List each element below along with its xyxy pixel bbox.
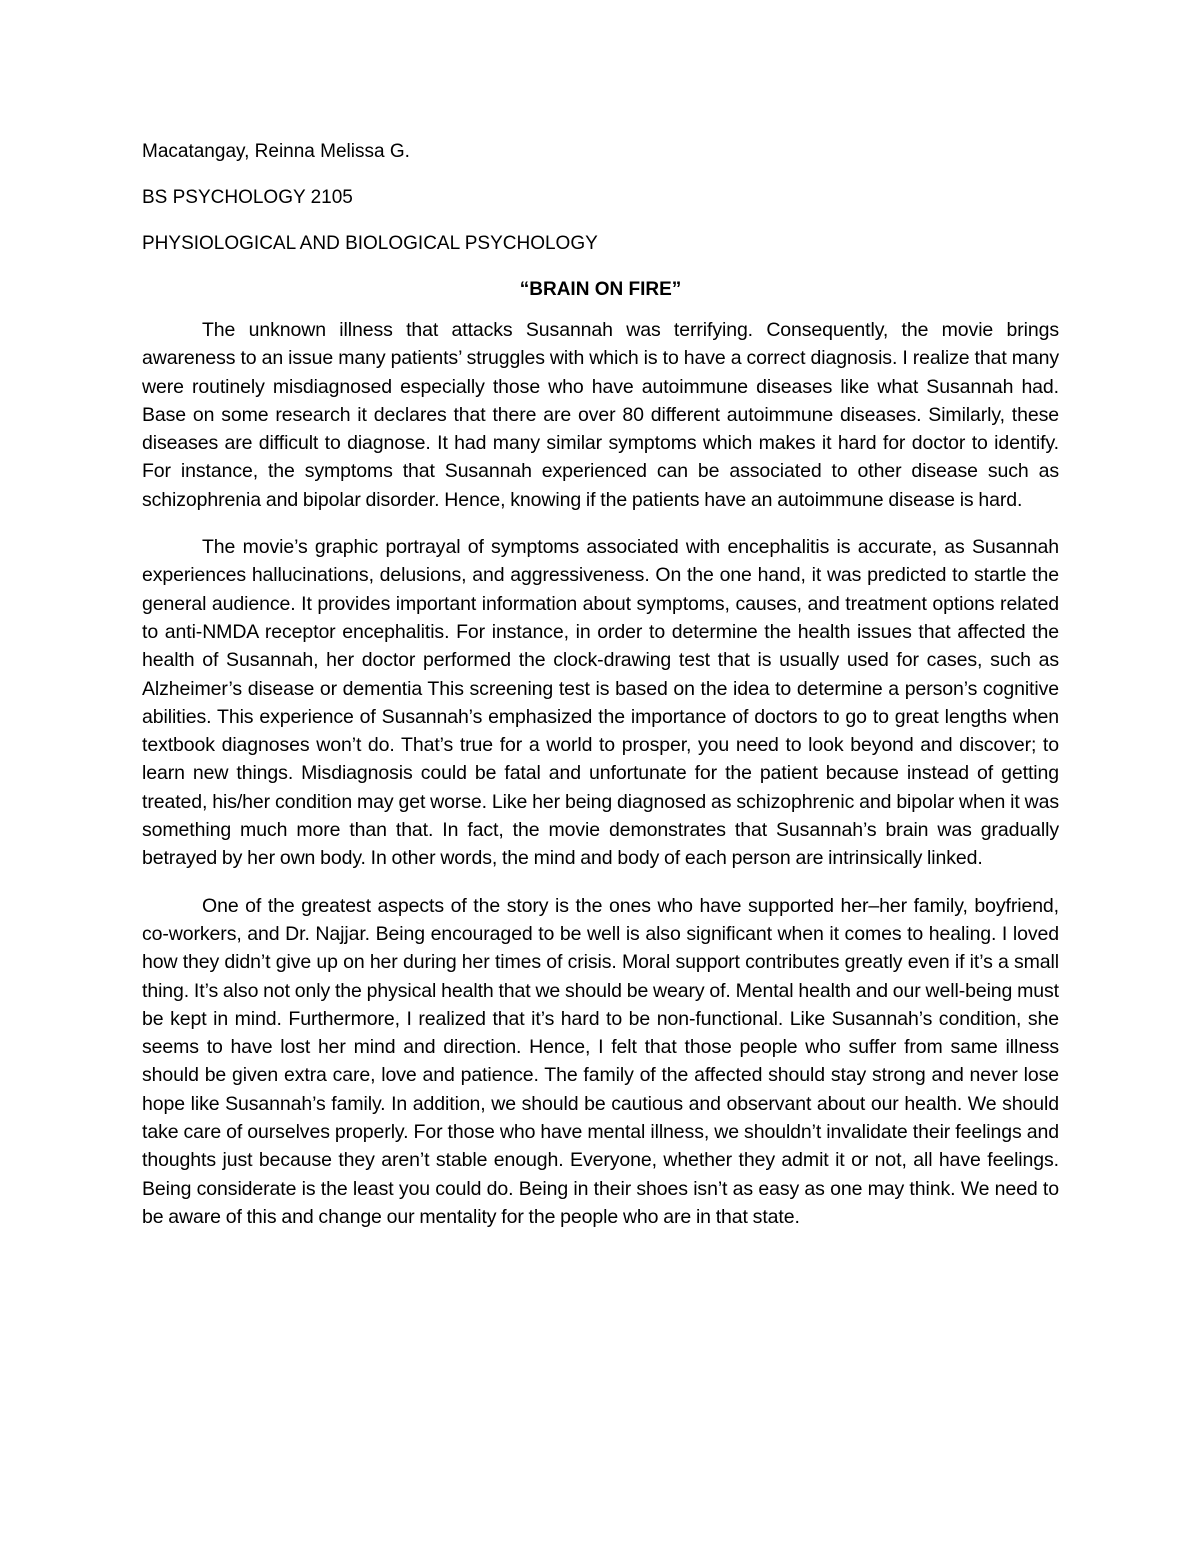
author-name: Macatangay, Reinna Melissa G. [142,141,410,162]
paragraph-2: The movie’s graphic portrayal of symptoms associated with encephalitis is accurate, as Susannah experiences hallucinations, delusions, and aggressiveness. On the one hand, it was predicted to startle the general audience. It provides important information about symptoms, causes, and treatment options related to anti-NMDA receptor encephalitis. For instance, in order to determine the health issues that affected the health of Susannah, her doctor performed the clock-drawing test that is usually used for cases, such as Alzheimer’s disease or dementia This screening test is based on the idea to determine a person’s cognitive abilities. This experience of Susannah’s emphasized the importance of doctors to go to great lengths when textbook diagnoses won’t do. That’s true for a world to prosper, you need to look beyond and discover; to learn new things. Misdiagnosis could be fatal and unfortunate for the patient because instead of getting treated, his/her condition may get worse. Like her being diagnosed as schizophrenic and bipolar when it was something much more than that. In fact, the movie demonstrates that Susannah’s brain was gradually betrayed by her own body. In other words, the mind and body of each person are intrinsically linked. [142,536,1059,870]
document-body [142,138,1059,1250]
subject-name: PHYSIOLOGICAL AND BIOLOGICAL PSYCHOLOGY [142,233,598,254]
paragraph-1: The unknown illness that attacks Susannah was terrifying. Consequently, the movie brings awareness to an issue many patients’ struggles with which is to have a correct diagnosis. I realize that many were routinely misdiagnosed especially those who have autoimmune diseases like what Susannah had. Base on some research it declares that there are over 80 different autoimmune diseases. Similarly, these diseases are difficult to diagnose. It had many similar symptoms which makes it hard for doctor to identify. For instance, the symptoms that Susannah experienced can be associated to other disease such as schizophrenia and bipolar disorder. Hence, knowing if the patients have an autoimmune disease is hard. [142,319,1059,511]
essay-title: “BRAIN ON FIRE” [519,279,682,300]
course-section: BS PSYCHOLOGY 2105 [142,187,353,208]
paragraph-3: One of the greatest aspects of the story is the ones who have supported her–her family, boyfriend, co-workers, and Dr. Najjar. Being encouraged to be well is also significant when it comes to healing. I loved how they didn’t give up on her during her times of crisis. Moral support contributes greatly even if it’s a small thing. It’s also not only the physical health that we should be weary of. Mental health and our well-being must be kept in mind. Furthermore, I realized that it’s hard to be non-functional. Like Susannah’s condition, she seems to have lost her mind and direction. Hence, I felt that those people who suffer from same illness should be given extra care, love and patience. The family of the affected should stay strong and never lose hope like Susannah’s family. In addition, we should be cautious and observant about our health. We should take care of ourselves properly. For those who have mental illness, we shouldn’t invalidate their feelings and thoughts just because they aren’t stable enough. Everyone, whether they admit it or not, all have feelings. Being considerate is the least you could do. Being in their shoes isn’t as easy as one may think. We need to be aware of this and change our mentality for the people who are in that state. [142,894,1059,1228]
